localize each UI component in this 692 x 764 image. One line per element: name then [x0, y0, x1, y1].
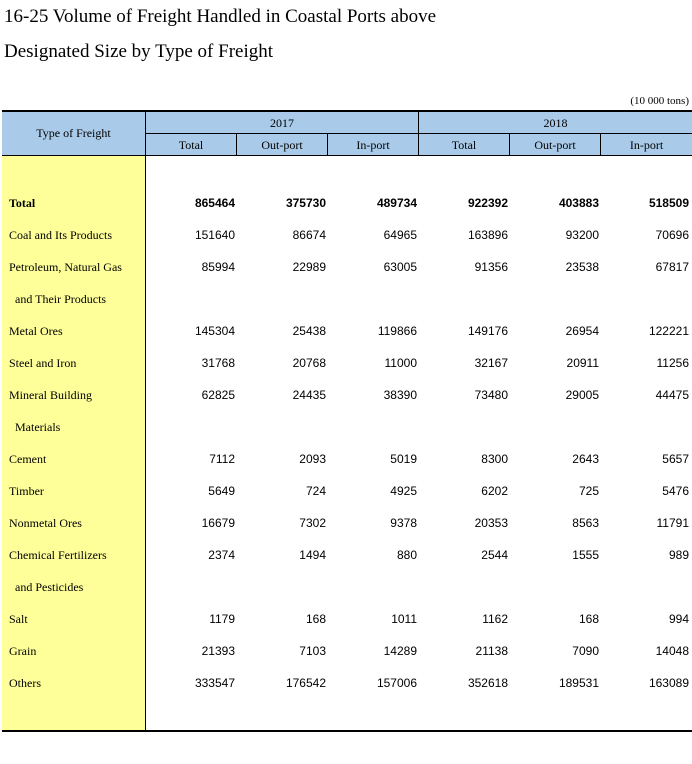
- year-header-2017: 2017: [270, 116, 294, 130]
- cell-value: 44475: [655, 388, 689, 402]
- cell-value: 163089: [648, 676, 689, 690]
- cell-value: 151640: [194, 228, 235, 242]
- table-row: [0, 225, 692, 245]
- cell-value: 724: [305, 484, 326, 498]
- cell-value: 8563: [572, 516, 599, 530]
- cell-value: 6202: [481, 484, 508, 498]
- cell-value: 2643: [572, 452, 599, 466]
- cell-value: 2374: [208, 548, 235, 562]
- row-label: Salt: [9, 612, 28, 626]
- cell-value: 5019: [390, 452, 417, 466]
- cell-value: 29005: [565, 388, 599, 402]
- row-label: Coal and Its Products: [9, 228, 112, 242]
- cell-value: 11000: [384, 356, 417, 370]
- row-label: Chemical Fertilizers: [9, 548, 107, 562]
- page-title: 16-25 Volume of Freight Handled in Coastal Ports above: [4, 6, 437, 27]
- table-row: [0, 353, 692, 373]
- cell-value: 994: [668, 612, 689, 626]
- cell-value: 1162: [482, 612, 508, 626]
- cell-value: 67817: [655, 260, 689, 274]
- cell-value: 4925: [390, 484, 417, 498]
- cell-value: 2544: [481, 548, 508, 562]
- cell-value: 64965: [383, 228, 417, 242]
- row-label: and Pesticides: [15, 580, 84, 594]
- cell-value: 880: [396, 548, 417, 562]
- row-label: Nonmetal Ores: [9, 516, 82, 530]
- table-row: [0, 641, 692, 661]
- table-row: [0, 513, 692, 533]
- cell-value: 8300: [481, 452, 508, 466]
- cell-value: 989: [668, 548, 689, 562]
- cell-value: 7302: [299, 516, 326, 530]
- cell-value: 865464: [194, 196, 235, 210]
- cell-value: 1011: [391, 612, 417, 626]
- row-label: Metal Ores: [9, 324, 63, 338]
- cell-value: 922392: [467, 196, 508, 210]
- table-row-continuation: [0, 417, 692, 437]
- cell-value: 403883: [558, 196, 599, 210]
- table-row: [0, 449, 692, 469]
- cell-value: 352618: [467, 676, 508, 690]
- cell-value: 122221: [648, 324, 689, 338]
- cell-value: 168: [578, 612, 599, 626]
- cell-value: 725: [578, 484, 599, 498]
- cell-value: 1494: [299, 548, 326, 562]
- row-label: Grain: [9, 644, 37, 658]
- cell-value: 5657: [662, 452, 689, 466]
- cell-value: 20911: [566, 356, 599, 370]
- table-row: [0, 673, 692, 693]
- cell-value: 24435: [292, 388, 326, 402]
- cell-value: 375730: [285, 196, 326, 210]
- cell-value: 91356: [474, 260, 508, 274]
- subheader-inport-2018: In-port: [629, 138, 664, 152]
- row-label: Petroleum, Natural Gas: [9, 260, 122, 274]
- cell-value: 2093: [299, 452, 326, 466]
- year-subheader-divider: [145, 133, 692, 134]
- table-row: [0, 257, 692, 277]
- cell-value: 1555: [572, 548, 599, 562]
- cell-value: 1179: [209, 612, 235, 626]
- cell-value: 38390: [383, 388, 417, 402]
- cell-value: 32167: [474, 356, 508, 370]
- cell-value: 22989: [292, 260, 326, 274]
- cell-value: 119866: [377, 324, 417, 338]
- table-row: [0, 321, 692, 341]
- row-label: Cement: [9, 452, 47, 466]
- cell-value: 157006: [376, 676, 417, 690]
- table-row: [0, 385, 692, 405]
- cell-value: 21138: [475, 644, 508, 658]
- cell-value: 189531: [558, 676, 599, 690]
- subheader-outport-2017: Out-port: [261, 138, 303, 152]
- subheader-outport-2018: Out-port: [534, 138, 576, 152]
- cell-value: 518509: [648, 196, 689, 210]
- table-row-continuation: [0, 577, 692, 597]
- row-label: Materials: [15, 420, 61, 434]
- cell-value: 7103: [299, 644, 326, 658]
- cell-value: 145304: [194, 324, 235, 338]
- table-row: [0, 193, 692, 213]
- cell-value: 5649: [208, 484, 235, 498]
- cell-value: 176542: [285, 676, 326, 690]
- cell-value: 11791: [656, 516, 689, 530]
- row-label: and Their Products: [15, 292, 107, 306]
- row-label: Others: [9, 676, 41, 690]
- table-bottom-rule: [2, 730, 692, 732]
- cell-value: 73480: [474, 388, 508, 402]
- cell-value: 21393: [201, 644, 235, 658]
- cell-value: 86674: [292, 228, 326, 242]
- cell-value: 62825: [201, 388, 235, 402]
- subheader-inport-2017: In-port: [356, 138, 390, 152]
- row-label: Total: [9, 196, 36, 210]
- cell-value: 9378: [390, 516, 417, 530]
- cell-value: 20768: [292, 356, 326, 370]
- cell-value: 149176: [467, 324, 508, 338]
- type-of-freight-header: Type of Freight: [36, 126, 111, 140]
- page-subtitle: Designated Size by Type of Freight: [4, 41, 274, 62]
- cell-value: 11256: [656, 356, 689, 370]
- cell-value: 20353: [474, 516, 508, 530]
- unit-note: (10 000 tons): [630, 95, 689, 107]
- row-label: Steel and Iron: [9, 356, 77, 370]
- cell-value: 93200: [565, 228, 599, 242]
- cell-value: 31768: [201, 356, 235, 370]
- cell-value: 70696: [655, 228, 689, 242]
- cell-value: 163896: [467, 228, 508, 242]
- cell-value: 63005: [383, 260, 417, 274]
- cell-value: 489734: [376, 196, 417, 210]
- cell-value: 14048: [655, 644, 689, 658]
- cell-value: 16679: [201, 516, 235, 530]
- cell-value: 7090: [572, 644, 599, 658]
- cell-value: 25438: [292, 324, 326, 338]
- table-row: [0, 481, 692, 501]
- row-label: Mineral Building: [9, 388, 92, 402]
- table-row: [0, 609, 692, 629]
- table-row: [0, 545, 692, 565]
- cell-value: 7112: [209, 452, 235, 466]
- row-label: Timber: [9, 484, 44, 498]
- cell-value: 26954: [565, 324, 599, 338]
- subheader-total-2017: Total: [178, 138, 204, 152]
- cell-value: 85994: [201, 260, 235, 274]
- subheader-total-2018: Total: [451, 138, 477, 152]
- cell-value: 333547: [194, 676, 235, 690]
- table-row-continuation: [0, 289, 692, 309]
- cell-value: 14289: [383, 644, 417, 658]
- cell-value: 5476: [662, 484, 689, 498]
- cell-value: 168: [305, 612, 326, 626]
- cell-value: 23538: [565, 260, 599, 274]
- year-header-2018: 2018: [543, 116, 568, 130]
